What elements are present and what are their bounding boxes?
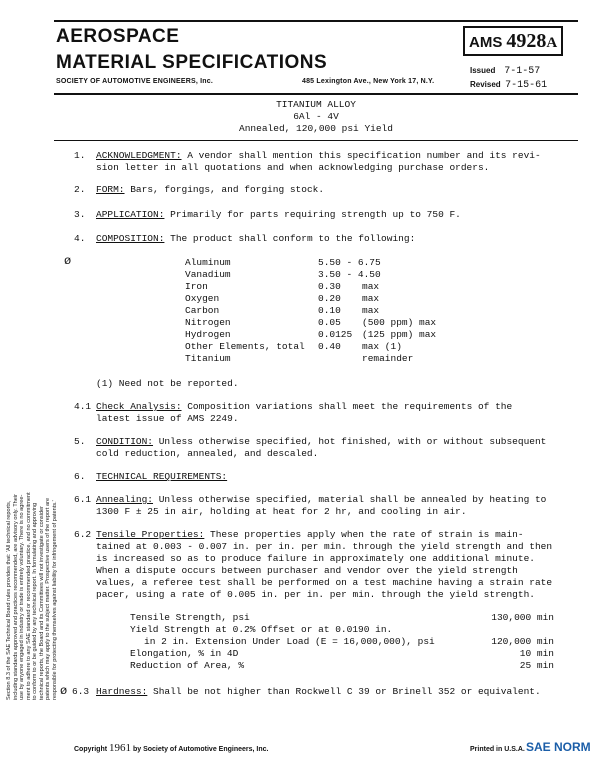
section-6-2-line: tained at 0.003 - 0.007 in. per in. per min. through the yield strength and then [96,541,553,552]
section-4-1-heading: Check Analysis: [96,401,182,412]
composition-note: max [362,305,380,316]
section-6-1-heading: Annealing: [96,494,154,505]
section-6-1-text [96,494,546,505]
section-6-1-number: 6.1 [74,494,92,505]
section-6-2-text [96,529,524,540]
legal-side-note [6,90,58,700]
printed-in: Printed in U.S.A. [470,746,525,753]
section-2-text [96,184,324,195]
composition-element: Oxygen [185,293,220,304]
section-5-text [96,436,546,447]
composition-note: max [362,281,380,292]
section-2-body: Bars, forgings, and forging stock. [130,184,325,195]
sae-norm-watermark: SAE NORM [526,740,591,754]
doc-title-condition: Annealed, 120,000 psi Yield [239,123,393,134]
composition-value: 0.10 [318,305,341,316]
section-6-2-line1: These properties apply when the rate of strain is main- [210,529,524,540]
section-2-number: 2. [74,184,86,195]
ams-suffix: A [546,35,558,51]
composition-note: max (1) [362,341,402,352]
header-bottom-rule [54,93,578,95]
doc-title-material: TITANIUM ALLOY [276,99,356,110]
revision-mark-4: ø [64,254,72,268]
composition-value: 0.0125 [318,329,353,340]
section-2-heading: FORM: [96,184,125,195]
section-4-1-number: 4.1 [74,401,92,412]
composition-value: 3.50 - 4.50 [318,269,381,280]
tensile-label: Yield Strength at 0.2% Offset or at 0.0190 in. [130,624,393,635]
section-5-line1: Unless otherwise specified, hot finished, with or without subsequent [158,436,547,447]
section-6-3-heading: Hardness: [96,686,148,697]
section-5-line2: cold reduction, annealed, and descaled. [96,448,319,459]
tensile-value: 10 min [519,648,554,659]
section-4-body: The product shall conform to the following: [170,233,416,244]
section-5-heading: CONDITION: [96,436,154,447]
composition-value: 5.50 - 6.75 [318,257,381,268]
section-6-number: 6. [74,471,86,482]
issued-label: Issued [470,66,496,75]
section-4-text [96,233,415,244]
composition-value: 0.40 [318,341,341,352]
copyright [74,742,268,754]
copyright-label: Copyright [74,746,108,753]
header-material-specifications: MATERIAL SPECIFICATIONS [56,52,328,73]
composition-element: Iron [185,281,208,292]
header-society: SOCIETY OF AUTOMOTIVE ENGINEERS, Inc. [56,78,214,85]
section-1-text [96,150,541,161]
tensile-value: 120,000 min [491,636,554,647]
section-6-1-line2: 1300 F ± 25 in air, holding at heat for 2 hr, and cooling in air. [96,506,467,517]
composition-element: Vanadium [185,269,231,280]
composition-note: (500 ppm) max [362,317,437,328]
composition-footnote: (1) Need not be reported. [96,378,239,389]
side-note-line: use by anyone engaged in industry or trade is entirely voluntary. There is no agree- [19,494,25,700]
section-4-1-text [96,401,512,412]
tensile-label: in 2 in. Extension Under Load (E = 16,000,000), psi [144,636,435,647]
tensile-label: Tensile Strength, psi [130,612,250,623]
composition-note: (125 ppm) max [362,329,437,340]
issued-date: 7-1-57 [504,66,541,77]
tensile-label: Elongation, % in 4D [130,648,239,659]
composition-element: Nitrogen [185,317,231,328]
revised-label: Revised [470,80,501,89]
copyright-year: 1961 [109,742,132,754]
section-3-text [96,209,461,220]
title-rule [54,140,578,141]
revised-date: 7-15-61 [505,80,548,91]
section-3-number: 3. [74,209,86,220]
section-6-3-number: 6.3 [72,686,90,697]
doc-title-grade: 6Al - 4V [293,111,339,122]
section-6-2-heading: Tensile Properties: [96,529,205,540]
section-6-2-line: is increased so as to produce failure in approximately one additional minute. [96,553,535,564]
section-6-2-line: pacer, using a rate of 0.005 in. per in. per min. through the yield strength. [96,589,535,600]
section-1-line1: A vendor shall mention this specification number and its revi- [187,150,541,161]
ams-number-box [463,26,563,56]
side-note-line: to conform to or be guided by any technical report. In formulating and approving [32,502,38,700]
section-6-3-body: Shall be not higher than Rockwell C 39 or Brinell 352 or equivalent. [153,686,541,697]
section-6-heading: TECHNICAL REQUIREMENTS: [96,471,228,482]
section-4-1-line2: latest issue of AMS 2249. [96,413,239,424]
side-note-line: technical reports, the Board and its Committees will not investigate or consider [38,505,45,700]
section-6-2-line: values, a referee test shall be performed on a test machine having a strain rate [96,577,553,588]
side-note-line: responsible for protecting themselves against liability for infringement of patents.' [51,500,58,700]
section-4-heading: COMPOSITION: [96,233,165,244]
section-4-1-line1: Composition variations shall meet the requirements of the [187,401,513,412]
composition-element: Aluminum [185,257,231,268]
composition-element: Other Elements, total [185,341,305,352]
section-3-heading: APPLICATION: [96,209,165,220]
ams-number: 4928 [506,30,547,52]
header-aerospace: AEROSPACE [56,26,180,47]
section-4-number: 4. [74,233,86,244]
section-1-line2: sion letter in all quotations and when acknowledging purchase orders. [96,162,490,173]
header-top-rule [54,20,578,22]
side-note-line: ment to adhere to any SAE standard or recommended practice, and no commitment [25,492,32,700]
tensile-value: 25 min [519,660,554,671]
composition-element: Hydrogen [185,329,231,340]
side-note-line: Section 8.3 of the SAE Technical Board rules provides that: 'All technical reports, [6,500,12,700]
section-6-2-line: When a dispute occurs between purchaser and vendor over the yield strength [96,565,518,576]
composition-note: max [362,293,380,304]
copyright-owner: by Society of Automotive Engineers, Inc. [132,746,269,753]
section-6-3-text [96,686,541,697]
composition-value: 0.30 [318,281,341,292]
section-1-number: 1. [74,150,86,161]
section-5-number: 5. [74,436,86,447]
section-6-1-line1: Unless otherwise specified, material shall be annealed by heating to [158,494,547,505]
section-1-heading: ACKNOWLEDGMENT: [96,150,182,161]
issue-dates [470,64,547,92]
header-address: 485 Lexington Ave., New York 17, N.Y. [302,78,435,85]
composition-value: 0.20 [318,293,341,304]
tensile-value: 130,000 min [491,612,554,623]
tensile-label: Reduction of Area, % [130,660,245,671]
section-6-2-number: 6.2 [74,529,92,540]
composition-element: Titanium [185,353,231,364]
section-3-body: Primarily for parts requiring strength up to 750 F. [170,209,461,220]
composition-element: Carbon [185,305,220,316]
revision-mark-6-3: ø [60,684,68,698]
composition-value: 0.05 [318,317,341,328]
side-note-line: including standards approved and practices recommended, are advisory only. Their [12,494,19,700]
ams-prefix: AMS [469,34,503,51]
side-note-line: patents which may apply to the subject matter. Prospective users of the report are [45,497,51,700]
composition-value: remainder [362,353,414,364]
